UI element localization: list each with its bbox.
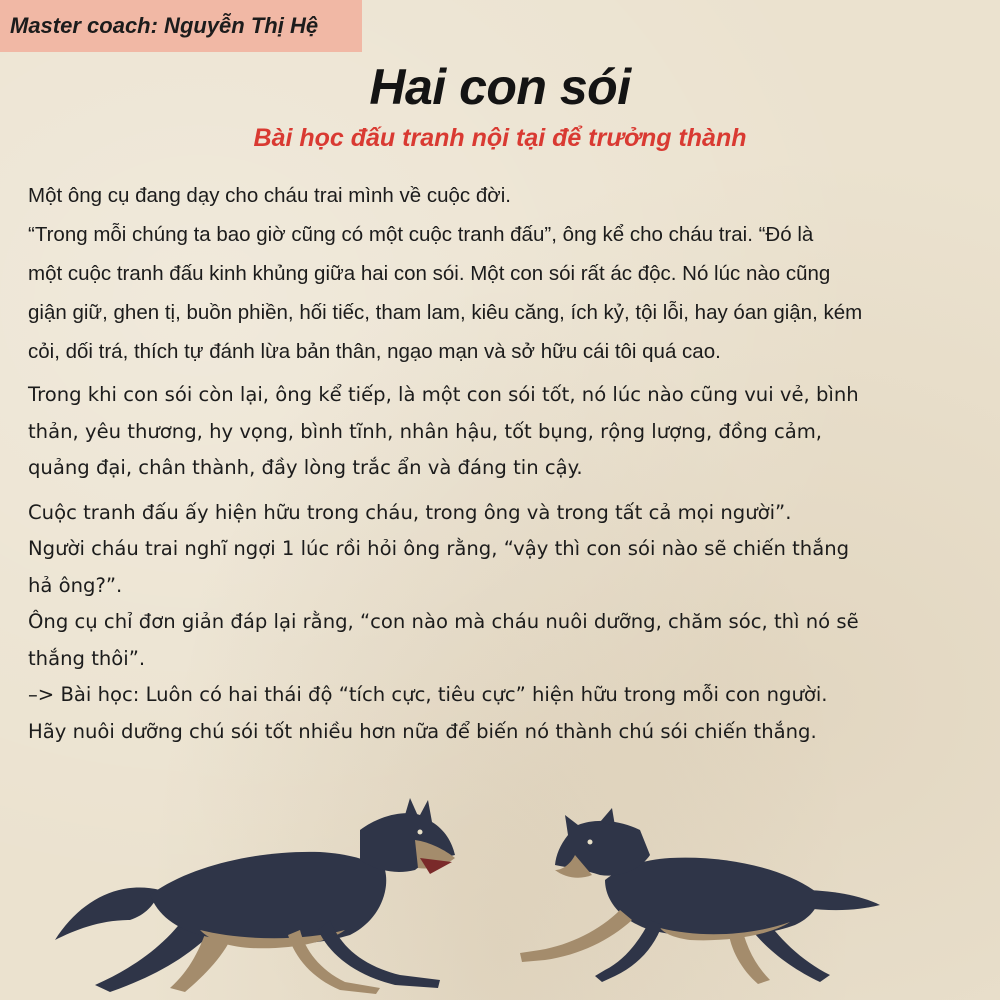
paragraph-3	[28, 495, 988, 751]
text-line: Hãy nuôi dưỡng chú sói tốt nhiều hơn nữa để biến nó thành chú sói chiến thắng.	[28, 719, 817, 743]
text-line: thản, yêu thương, hy vọng, bình tĩnh, nhân hậu, tốt bụng, rộng lượng, đồng cảm,	[28, 419, 823, 443]
text-line: Ông cụ chỉ đơn giản đáp lại rằng, “con nào mà cháu nuôi dưỡng, chăm sóc, thì nó sẽ	[28, 610, 859, 633]
page-subtitle: Bài học đấu tranh nội tại để trưởng thành	[253, 124, 747, 152]
text-line: –> Bài học: Luôn có hai thái độ “tích cực, tiêu cực” hiện hữu trong mỗi con người.	[28, 683, 828, 706]
story-text	[28, 176, 988, 750]
author-badge: Master coach: Nguyễn Thị Hệ	[0, 0, 362, 52]
text-line: một cuộc tranh đấu kinh khủng giữa hai con sói. Một con sói rất ác độc. Nó lúc nào cũng	[28, 262, 831, 285]
paragraph-2	[28, 377, 988, 487]
paragraph-1	[28, 176, 988, 371]
text-line: Một ông cụ đang dạy cho cháu trai mình về cuộc đời.	[28, 184, 511, 207]
text-line: quảng đại, chân thành, đầy lòng trắc ẩn và đáng tin cậy.	[28, 456, 583, 479]
text-line: “Trong mỗi chúng ta bao giờ cũng có một cuộc tranh đấu”, ông kể cho cháu trai. “Đó là	[28, 223, 814, 246]
left-wolf-icon	[55, 798, 455, 994]
text-line: cỏi, dối trá, thích tự đánh lừa bản thân, ngạo mạn và sở hữu cái tôi quá cao.	[28, 340, 721, 363]
right-wolf-icon	[520, 808, 880, 984]
text-line: thắng thôi”.	[28, 646, 146, 670]
page-title: Hai con sói	[369, 59, 631, 115]
text-line: Người cháu trai nghĩ ngợi 1 lúc rồi hỏi ông rằng, “vậy thì con sói nào sẽ chiến thắng	[28, 537, 850, 560]
two-wolves-illustration	[0, 770, 1000, 1000]
text-line: Cuộc tranh đấu ấy hiện hữu trong cháu, trong ông và trong tất cả mọi người”.	[28, 500, 792, 524]
text-line: Trong khi con sói còn lại, ông kể tiếp, là một con sói tốt, nó lúc nào cũng vui vẻ, bình	[28, 383, 859, 406]
text-line: giận giữ, ghen tị, buồn phiền, hối tiếc, tham lam, kiêu căng, ích kỷ, tội lỗi, hay óan giận, kém	[28, 301, 863, 324]
text-line: hả ông?”.	[28, 573, 123, 597]
